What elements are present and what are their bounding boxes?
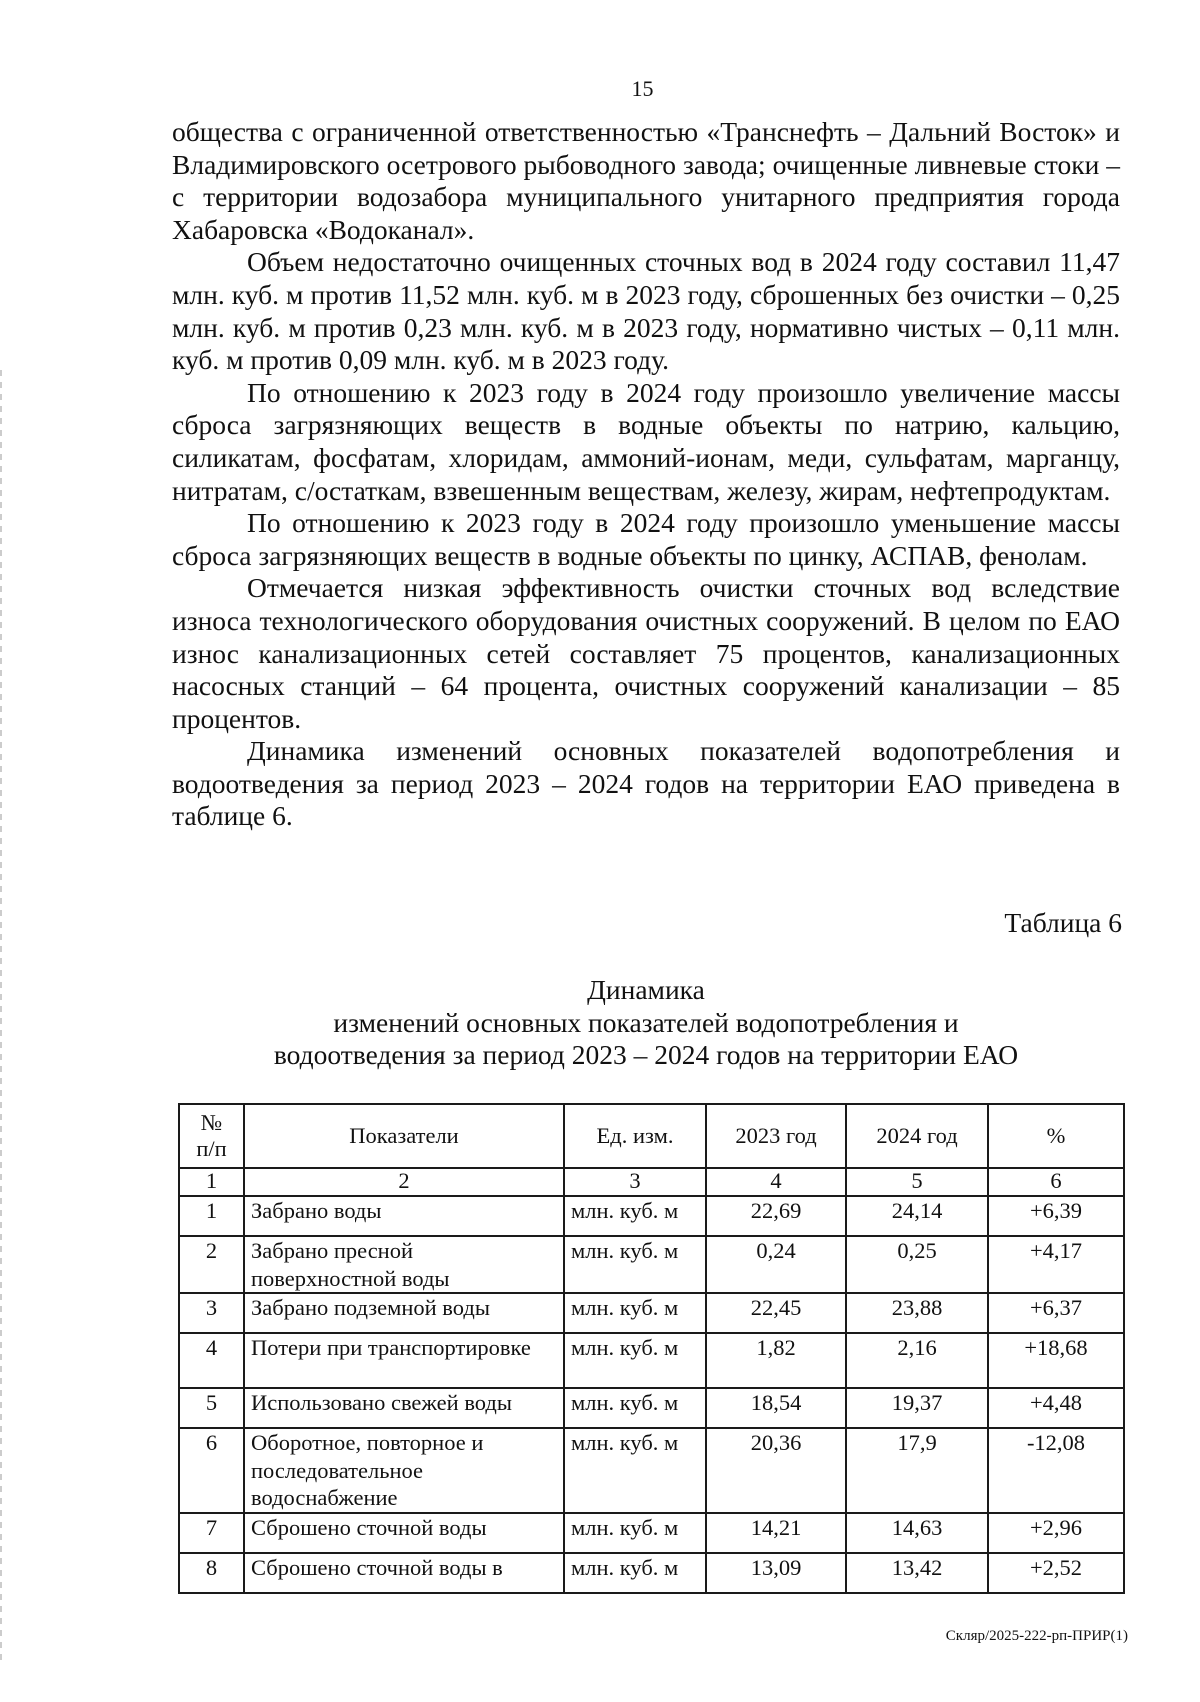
table-body — [179, 1196, 1124, 1593]
paragraph: Отмечается низкая эффективность очистки сточных вод вследствие износа технологического оборудования очистных сооружений. В целом по ЕАО износ канализационных сетей составляет 75 процентов, канализационных насосных станций – 64 процента, очистных сооружений канализации – 85 процентов. — [172, 572, 1120, 734]
table-title-line: водоотведения за период 2023 – 2024 годов на территории ЕАО — [273, 1039, 1019, 1071]
row-percent-change: +6,39 — [988, 1196, 1124, 1236]
row-indicator: Забрано воды — [244, 1196, 564, 1236]
table-row — [179, 1196, 1124, 1236]
row-number: 6 — [179, 1428, 244, 1513]
row-value-2024: 2,16 — [846, 1333, 988, 1388]
paragraph: общества с ограниченной ответственностью «Транснефть – Дальний Восток» и Владимировского осетрового рыбоводного завода; очищенные ливневые стоки – с территории водозабора муниципального унитарного предприятия города Хабаровска «Водоканал». — [172, 116, 1120, 245]
index-cell: 4 — [706, 1168, 846, 1196]
row-value-2024: 13,42 — [846, 1553, 988, 1593]
row-percent-change: +6,37 — [988, 1293, 1124, 1333]
row-indicator: Сброшено сточной воды в — [244, 1553, 564, 1593]
table-index-row — [179, 1168, 1124, 1196]
row-percent-change: +18,68 — [988, 1333, 1124, 1388]
header-indicator: Показатели — [244, 1104, 564, 1168]
row-value-2023: 20,36 — [706, 1428, 846, 1513]
row-unit: млн. куб. м — [564, 1428, 706, 1513]
table-row — [179, 1236, 1124, 1293]
row-value-2023: 1,82 — [706, 1333, 846, 1388]
row-indicator: Забрано подземной воды — [244, 1293, 564, 1333]
row-unit: млн. куб. м — [564, 1553, 706, 1593]
table-row — [179, 1428, 1124, 1513]
row-value-2023: 22,69 — [706, 1196, 846, 1236]
table-row — [179, 1333, 1124, 1388]
index-cell: 2 — [244, 1168, 564, 1196]
header-num: № п/п — [179, 1104, 244, 1168]
row-value-2024: 19,37 — [846, 1388, 988, 1428]
row-indicator: Забрано пресной поверхностной воды — [244, 1236, 564, 1293]
row-indicator: Оборотное, повторное и последовательное водоснабжение — [244, 1428, 564, 1513]
row-unit: млн. куб. м — [564, 1236, 706, 1293]
row-number: 4 — [179, 1333, 244, 1388]
header-unit: Ед. изм. — [564, 1104, 706, 1168]
row-indicator: Потери при транспортировке — [244, 1333, 564, 1388]
row-value-2024: 23,88 — [846, 1293, 988, 1333]
paragraph: Динамика изменений основных показателей водопотребления и водоотведения за период 2023 – 2024 годов на территории ЕАО приведена в таблице 6. — [172, 735, 1120, 832]
header-percent: % — [988, 1104, 1124, 1168]
row-value-2024: 14,63 — [846, 1513, 988, 1553]
row-percent-change: +2,52 — [988, 1553, 1124, 1593]
row-indicator: Использовано свежей воды — [244, 1388, 564, 1428]
row-percent-change: +4,17 — [988, 1236, 1124, 1293]
table-title-line: Динамика — [587, 974, 705, 1005]
index-cell: 1 — [179, 1168, 244, 1196]
row-value-2023: 22,45 — [706, 1293, 846, 1333]
table-title — [172, 974, 1120, 1072]
row-number: 3 — [179, 1293, 244, 1333]
index-cell: 5 — [846, 1168, 988, 1196]
table-row — [179, 1553, 1124, 1593]
row-number: 1 — [179, 1196, 244, 1236]
table-row — [179, 1293, 1124, 1333]
table-label: Таблица 6 — [1004, 907, 1122, 938]
row-unit: млн. куб. м — [564, 1333, 706, 1388]
row-number: 7 — [179, 1513, 244, 1553]
paragraph: По отношению к 2023 году в 2024 году произошло увеличение массы сброса загрязняющих веществ в водные объекты по натрию, кальцию, силикатам, фосфатам, хлоридам, аммоний-ионам, меди, сульфатам, марганцу, нитратам, с/остаткам, взвешенным веществам, железу, жирам, нефтепродуктам. — [172, 376, 1120, 506]
table-row — [179, 1388, 1124, 1428]
row-value-2023: 0,24 — [706, 1236, 846, 1293]
index-cell: 6 — [988, 1168, 1124, 1196]
row-value-2023: 13,09 — [706, 1553, 846, 1593]
row-unit: млн. куб. м — [564, 1388, 706, 1428]
table-title-line: изменений основных показателей водопотребления и — [333, 1006, 959, 1038]
table-row — [179, 1513, 1124, 1553]
row-percent-change: -12,08 — [988, 1428, 1124, 1513]
row-value-2023: 18,54 — [706, 1388, 846, 1428]
indicators-table — [178, 1103, 1125, 1594]
index-cell: 3 — [564, 1168, 706, 1196]
row-value-2024: 0,25 — [846, 1236, 988, 1293]
table-header-row — [179, 1104, 1124, 1168]
row-number: 5 — [179, 1388, 244, 1428]
row-value-2024: 17,9 — [846, 1428, 988, 1513]
document-code: Скляр/2025-222-рп-ПРИР(1) — [945, 1628, 1128, 1644]
body-text — [172, 116, 1120, 833]
row-percent-change: +4,48 — [988, 1388, 1124, 1428]
row-number: 8 — [179, 1553, 244, 1593]
page-number: 15 — [631, 76, 654, 101]
row-unit: млн. куб. м — [564, 1196, 706, 1236]
row-unit: млн. куб. м — [564, 1293, 706, 1333]
header-2024: 2024 год — [846, 1104, 988, 1168]
row-value-2024: 24,14 — [846, 1196, 988, 1236]
paragraph: По отношению к 2023 году в 2024 году произошло уменьшение массы сброса загрязняющих веществ в водные объекты по цинку, АСПАВ, фенолам. — [172, 507, 1120, 571]
row-indicator: Сброшено сточной воды — [244, 1513, 564, 1553]
header-2023: 2023 год — [706, 1104, 846, 1168]
row-value-2023: 14,21 — [706, 1513, 846, 1553]
row-percent-change: +2,96 — [988, 1513, 1124, 1553]
row-number: 2 — [179, 1236, 244, 1293]
margin-scan-line — [0, 370, 2, 1660]
row-unit: млн. куб. м — [564, 1513, 706, 1553]
paragraph: Объем недостаточно очищенных сточных вод в 2024 году составил 11,47 млн. куб. м против 11,52 млн. куб. м в 2023 году, сброшенных без очистки – 0,25 млн. куб. м против 0,23 млн. куб. м в 2023 году, нормативно чистых – 0,11 млн. куб. м против 0,09 млн. куб. м в 2023 году. — [172, 246, 1120, 376]
